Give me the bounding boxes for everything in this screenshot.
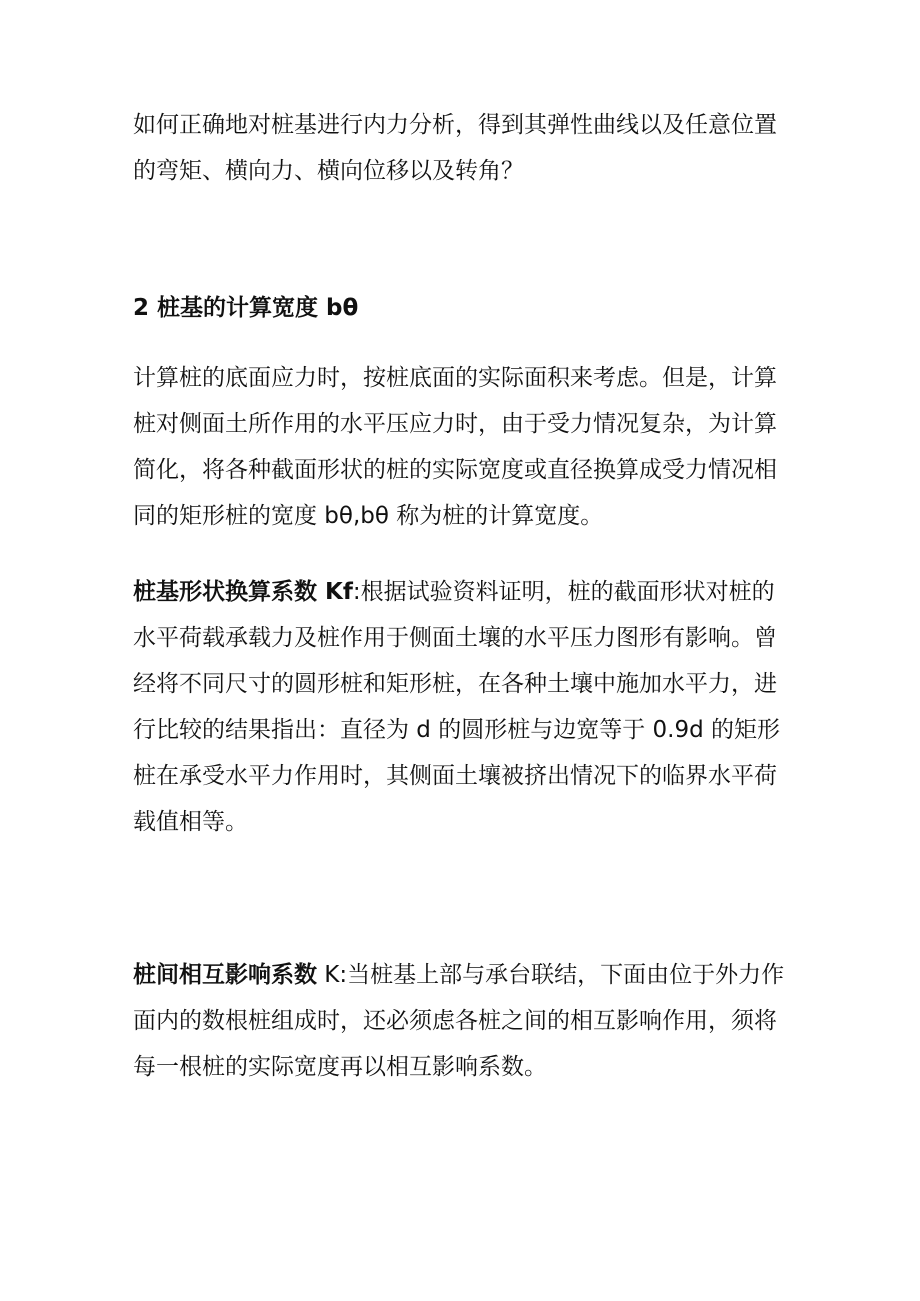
- intro-line-1: 如何正确地对桩基进行内力分析，得到其弹性曲线以及任意位置: [133, 112, 777, 138]
- interaction-factor-line-1: [133, 952, 793, 998]
- shape-factor-line-2: 水平荷载承载力及桩作用于侧面土壤的水平压力图形有影响。曾: [133, 625, 777, 651]
- shape-factor-line-3: 经将不同尺寸的圆形桩和矩形桩，在各种土壤中施加水平力，进: [133, 671, 777, 697]
- interaction-factor-term: 桩间相互影响系数: [133, 962, 317, 988]
- calc-width-line-4: 同的矩形桩的宽度 bθ,bθ 称为桩的计算宽度。: [133, 503, 604, 529]
- interaction-factor-line-1-rest: K:当桩基上部与承台联结，下面由位于外力作: [317, 962, 785, 988]
- calc-width-line-3: 简化，将各种截面形状的桩的实际宽度或直径换算成受力情况相: [133, 457, 777, 483]
- interaction-factor-paragraph: [133, 952, 793, 1090]
- shape-factor-line-1: [133, 569, 793, 615]
- intro-paragraph: [133, 102, 793, 194]
- section-heading: 2 桩基的计算宽度 bθ: [133, 295, 359, 321]
- calc-width-line-1: 计算桩的底面应力时，按桩底面的实际面积来考虑。但是，计算: [133, 365, 777, 391]
- interaction-factor-line-3: 每一根桩的实际宽度再以相互影响系数。: [133, 1054, 547, 1080]
- interaction-factor-line-2: 面内的数根桩组成时，还必须虑各桩之间的相互影响作用，须将: [133, 1008, 777, 1034]
- shape-factor-line-5: 桩在承受水平力作用时，其侧面土壤被挤出情况下的临界水平荷: [133, 763, 777, 789]
- shape-factor-line-1-rest: :根据试验资料证明，桩的截面形状对桩的: [352, 579, 775, 605]
- calc-width-paragraph: [133, 355, 793, 539]
- shape-factor-term: 桩基形状换算系数 Kf: [133, 579, 353, 605]
- shape-factor-paragraph: [133, 569, 793, 845]
- shape-factor-line-4: 行比较的结果指出：直径为 d 的圆形桩与边宽等于 0.9d 的矩形: [133, 717, 781, 743]
- calc-width-line-2: 桩对侧面土所作用的水平压应力时，由于受力情况复杂，为计算: [133, 411, 777, 437]
- shape-factor-line-6: 载值相等。: [133, 809, 248, 835]
- intro-line-2: 的弯矩、横向力、横向位移以及转角？: [133, 158, 524, 184]
